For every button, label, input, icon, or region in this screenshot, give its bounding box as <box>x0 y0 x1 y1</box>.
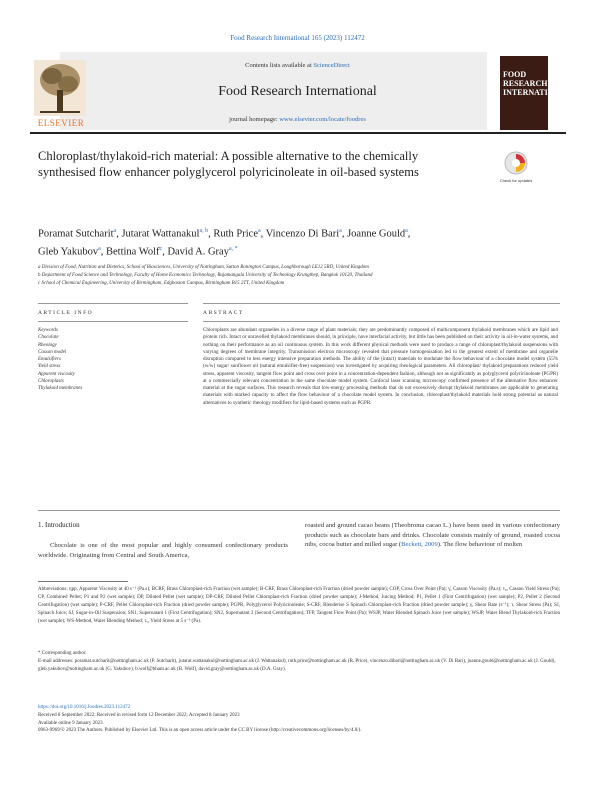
check-updates-label[interactable]: Check for updates <box>499 178 533 183</box>
email-addresses: E-mail addresses: poramat.sutcharit@nottingham.ac.uk (P. Sutcharit), jutarat.wattanakul@nottingham.ac.uk (J. Wattanakul), ruth.price@nottingham.ac.uk (R. Price), vincenzo.dibari@nottingham.ac.uk (V. Di Bari), joanne.gould@nottingham.ac.uk (J. Gould), gleb.yakubov@nottingham.ac.uk (G. Yakubov), b.wolf@bham.ac.uk (B. Wolf), david.gray@nottingham.ac.uk (D.A. Gray). <box>38 659 556 673</box>
keywords-list <box>38 327 188 393</box>
footnote-divider <box>38 581 128 582</box>
sciencedirect-link[interactable]: ScienceDirect <box>313 62 350 69</box>
author-affiliation-marker[interactable]: a <box>339 228 342 234</box>
intro-paragraph-left: Chocolate is one of the most popular and highly consumed confectionary products worldwide. Originating from Central and South America, <box>38 542 288 559</box>
journal-name: Food Research International <box>218 84 377 99</box>
author-name[interactable]: Bettina Wolf <box>106 246 160 257</box>
received-dates: Received 8 September 2022; Received in revised form 12 December 2022; Accepted 8 January 2023 <box>38 712 240 718</box>
abstract-bottom-divider <box>38 510 560 511</box>
available-online: Available online 9 January 2023 <box>38 720 103 726</box>
author-affiliation-marker[interactable]: a, b <box>199 228 209 234</box>
citation-link[interactable]: Beckett, 2009 <box>401 541 438 548</box>
author-affiliation-marker[interactable]: c <box>159 245 163 252</box>
author-affiliation-marker[interactable]: a <box>405 228 408 234</box>
affiliation: b Department of Food Science and Technology, Faculty of Home Economics Technology, Rajamangala University of Technology Krungthep, Bangkok 10120, Thailand <box>38 273 373 278</box>
article-info-heading: ARTICLE INFO <box>38 310 94 316</box>
author-name[interactable]: Vincenzo Di Bari <box>265 228 340 240</box>
info-divider-top <box>38 303 188 304</box>
abstract-heading: ABSTRACT <box>203 310 244 316</box>
corresponding-author-note: * Corresponding author. <box>38 651 87 656</box>
author-affiliation-marker[interactable]: a, * <box>228 245 238 252</box>
article-title: Chloroplast/thylakoid-rich material: A possible alternative to the chemically synthesised flow enhancer polyglycerol polyricinoleate in oil-based systems <box>38 149 419 179</box>
author-affiliation-marker[interactable]: a <box>113 228 117 234</box>
info-divider <box>38 321 188 322</box>
header-divider <box>30 132 566 134</box>
keyword: Chocolate <box>38 335 59 341</box>
publisher-name: ELSEVIER <box>37 118 85 128</box>
section-heading-introduction: 1. Introduction <box>38 521 80 529</box>
abstract-divider-top <box>203 303 560 304</box>
author-name[interactable]: David A. Gray <box>167 246 229 257</box>
author-name[interactable]: Joanne Gould <box>347 228 406 240</box>
check-for-updates-icon[interactable] <box>502 150 530 190</box>
license-statement: 0963-9969/© 2023 The Authors. Published by Elsevier Ltd. This is an open access article under the CC BY license (http://creativecommons.org/licenses/by/4.0/). <box>38 728 362 734</box>
keywords-label: Keywords <box>38 328 58 333</box>
homepage-prefix: journal homepage: <box>229 116 280 123</box>
keyword: Emulsifiers <box>38 357 61 363</box>
author-name[interactable]: Jutarat Wattanakul <box>121 228 200 240</box>
abbreviations-footnote: Abbreviations: ηpp, Apparent Viscosity at 40 s⁻¹ (Pa.s); BCRF, Brass Chloroplast-rich Fraction (wet sample); B-CRF, Brass Chloroplast-rich Fraction (dried powder sample); COP, Cross Over Point (Pa); γ̇, Casson Viscosity (Pa.s); τ₀, Casson Yield Stress (Pa); CP, Combined Pellet; P1 and P2 (wet sample); DP, Diluted Pellet (wet sample); DP-CRF, Diluted Pellet Chloroplast-rich Fraction (dried powder sample); J-Method, Juicing Method; P1, Pellet 1 (First Centrifugation) (wet sample); P2, Pellet 2 (Second Centrifugation) (wet sample); P-CRF, Pellet Chloroplast-rich Fraction (dried powder sample); PGPR, Polyglycerol Polyricinoleate; S-CRF, Blenderise S Spinach Chloroplast-rich Fraction (dried powder sample); γ̇, Shear Rate (s⁻¹); τ, Shear Stress (Pa); SJ, Spinach Juice; SJ, Sugar-in-Oil Suspension; SN1, Supernatant 1 (First Centrifugation); SN2, Supernatant 2 (Second Centrifugation); TFP, Tangent Flow Point (Pa); WSJP, Water Blended Spinach Juice (wet sample); WSJP, Water Blend Thylakoid-rich Fraction (wet sample); WS-Method, Water Blending Method; τᵧ, Yield Stress at 5 s⁻¹ (Pa). <box>38 587 560 625</box>
affiliation: c School of Chemical Engineering, University of Birmingham, Edgbaston Campus, Birmingham B15 2TT, United Kingdom <box>38 281 285 286</box>
doi-block <box>38 704 560 735</box>
keyword: Apparent viscosity <box>38 371 75 377</box>
abstract-divider <box>203 321 560 322</box>
author-affiliation-marker[interactable]: a <box>98 245 101 252</box>
intro-text: ). The flow behaviour of molten <box>437 541 523 548</box>
contents-prefix: Contents lists available at <box>245 62 314 69</box>
keyword: Thylakoid membranes <box>38 386 83 392</box>
author-affiliation-marker[interactable]: a <box>257 228 261 234</box>
keyword: Chloroplasts <box>38 379 64 385</box>
intro-text: roasted and ground cacao beans (Theobroma cacao L.) have been used in various confectionary products such as chocolate bars and drinks. Chocolate consists mainly of ground, roasted cocoa nibs, cocoa butter and milled sugar ( <box>305 522 560 548</box>
author-list: Poramat Sutcharit$^a$, Jutarat Wattanakul$^{a, b}$, Ruth Price$^a$, Vincenzo Di Bari$^a$, Joanne Gould$^a$, Gleb Yakubov$^a$, Bettina Wolf$^c$, David A. Gray$^{a, *}$ <box>38 228 411 257</box>
author-name[interactable]: Ruth Price <box>213 228 258 240</box>
keyword: Rheology <box>38 342 57 348</box>
homepage-link[interactable]: www.elsevier.com/locate/foodres <box>279 116 366 123</box>
author-name[interactable]: Poramat Sutcharit <box>38 228 114 240</box>
intro-paragraph-right <box>305 521 560 550</box>
keyword: Yield stress <box>38 364 61 370</box>
author-name[interactable]: Gleb Yakubov <box>38 246 99 257</box>
abstract-text: Chloroplasts are abundant organelles in a diverse range of plant materials; they are predominantly composed of multicomponent thylakoid membranes which are lipid and protein rich. Intact or unravelled thylakoid membranes should, in principle, have interfacial activity, but little has been published on their activity in oil-in-water systems, and nothing on their performance as an oil continuous system. In this work different physical methods were used to produce a range of chloroplast/thylakoid suspensions with varying degrees of membrane integrity. Transmission electron microscopy revealed that pressure homogenisation led to the greatest extent of membrane and organelle disruption compared to less energy intensive preparation methods. The ability of the (intact) materials to modulate the flow behaviour of a chocolate model system (55% (w/w) sugar/ sunflower oil (natural emulsifier-free) suspension) was investigated by acquiring rheological parameters. All chloroplast/ thylakoid preparations reduced yield stress, apparent viscosity, tangent flow point and cross over point in a concentration-dependent fashion, although not as significantly as polyglycerol polyricinoleate (PGPR) at a commercially relevant concentration in the same chocolate model system. Confocal laser scanning microscopy confirmed presence of the alternative flow enhancer material at the sugar surfaces. This research reveals that low-energy processing methods that do not excessively disrupt thylakoid membranes are applicable to generating materials with marked capacity to affect the flow behaviour of a chocolate model system. In conclusion, chloroplast/thylakoid materials hold strong potential as natural alternatives to synthetic rheology modifiers for lipid-based systems such as PGPR. <box>203 327 558 406</box>
keyword: Casson model <box>38 349 67 355</box>
cover-title: FOOD RESEARCH INTERNATIONAL <box>503 70 571 97</box>
journal-reference[interactable]: Food Research International 165 (2023) 112472 <box>230 34 365 42</box>
doi-link[interactable]: https://doi.org/10.1016/j.foodres.2023.112472 <box>38 705 131 710</box>
affiliation: a Division of Food, Nutrition and Dietetics, School of Biosciences, University of Nottingham, Sutton Bonington Campus, Loughborough LE12 5RD, United Kingdom <box>38 265 369 270</box>
